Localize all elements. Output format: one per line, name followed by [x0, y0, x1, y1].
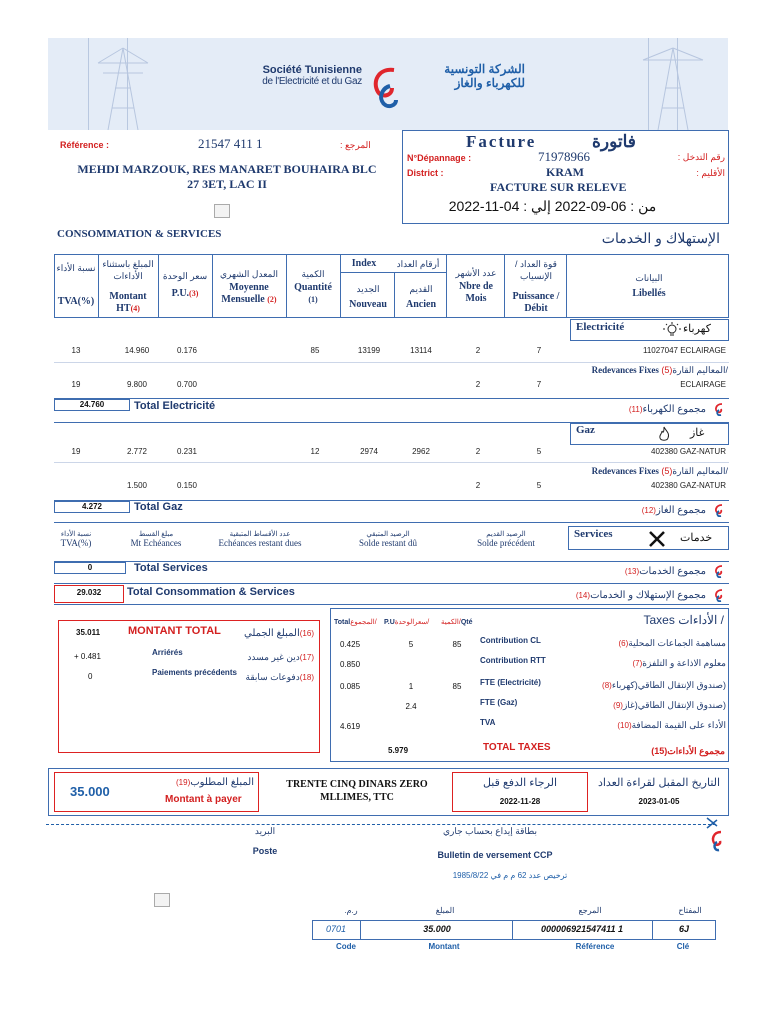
- steg-swirl-icon: [713, 503, 725, 517]
- elec-r2-puissance: 7: [536, 380, 542, 389]
- elec-r1-mois: 2: [475, 346, 481, 355]
- th-quantite: Quantité: [294, 282, 332, 293]
- th-puissance-ar: قوة العداد / الإنسياب: [515, 259, 557, 281]
- th-puissance: Puissance / Débit: [512, 291, 560, 314]
- steg-swirl-icon: [713, 588, 725, 602]
- facture-title-ar: فاتورة: [592, 132, 636, 151]
- elec-r1-qty: 85: [310, 346, 320, 355]
- th-quantite-ar: الكمية: [301, 269, 325, 279]
- customer-address: MEHDI MARZOUK, RES MANARET BOUHAIRA BLC 27 3ET, LAC II: [77, 162, 377, 191]
- tax-qte: 85: [452, 640, 462, 649]
- total-gaz-label: Total Gaz: [134, 501, 183, 513]
- tax-label: TVA: [480, 718, 496, 727]
- gaz-label-ar: غاز: [690, 427, 705, 439]
- facture-title-fr: Facture: [466, 132, 537, 151]
- tax-total: 0.085: [340, 682, 361, 691]
- tax-pu: 1: [408, 682, 414, 691]
- license-text: ترخيص عدد 62 م م في 1985/8/22: [452, 871, 568, 880]
- montant-total-label: MONTANT TOTAL: [128, 625, 221, 637]
- elec-r2-pu: 0.700: [176, 380, 198, 389]
- amount-words: TRENTE CINQ DINARS ZERO MLLIMES, TTC: [286, 779, 428, 803]
- taxes-h-qte: الكمية/Qté: [441, 619, 473, 626]
- depannage-label-ar: رقم التدخل :: [677, 152, 725, 162]
- gaz-r2-mois: 2: [475, 481, 481, 490]
- company-name-ar: الشركة التونسية للكهرباء والغاز: [444, 62, 525, 90]
- broken-image-icon: [214, 204, 230, 218]
- tax-total: 0.425: [340, 640, 361, 649]
- tax-pu: 2.4: [405, 702, 417, 711]
- depannage-label: N°Dépannage :: [407, 153, 472, 163]
- tax-label-ar: (صندوق الإنتقال الطاقي(كهرباء(8): [602, 680, 726, 690]
- svc-h-solde: الرصيد المتبقي Solde restant dû: [359, 531, 417, 548]
- tax-label: Contribution CL: [480, 636, 541, 645]
- paiements-value: 0: [88, 672, 93, 681]
- total-taxes-value: 5.979: [388, 746, 409, 755]
- paiements-ar: (18)دفوعات سابقة: [245, 672, 314, 682]
- reference-value: 21547 411 1: [198, 136, 263, 151]
- taxes-h-pu: P.Uسعرالوحدة/: [384, 619, 430, 626]
- gaz-r1-qty: 12: [310, 447, 320, 456]
- tax-label: Contribution RTT: [480, 656, 546, 665]
- elec-r1-ancien: 13114: [410, 346, 432, 355]
- tax-qte: 85: [452, 682, 462, 691]
- arrieres-label: Arriérés: [152, 648, 183, 657]
- gaz-r1-puissance: 5: [536, 447, 542, 456]
- gaz-redevances-label: Redevances Fixes (5)المعاليم القارة/: [591, 466, 728, 476]
- montant-total-box: [58, 620, 320, 753]
- reference-label-ar: المرجع :: [340, 140, 371, 150]
- elec-r2-tva: 19: [71, 380, 81, 389]
- th-mois: Nbre de Mois: [459, 281, 493, 304]
- th-pu: P.U.(3): [171, 288, 199, 299]
- elec-redevances-label: Redevances Fixes (5)المعاليم القارة/: [591, 365, 728, 375]
- th-index-ar: أرقام العداد: [396, 259, 440, 269]
- consumption-title: CONSOMMATION & SERVICES: [57, 228, 222, 240]
- broken-image-icon: [154, 893, 170, 907]
- th-tva: TVA(%): [57, 296, 95, 307]
- th-ancien-ar: القديم: [409, 284, 433, 294]
- tax-label: FTE (Gaz): [480, 698, 518, 707]
- steg-swirl-icon: [713, 564, 725, 578]
- gaz-r1-pu: 0.231: [176, 447, 198, 456]
- grand-total-label: Total Consommation & Services: [127, 586, 295, 598]
- grand-total-value: 29.032: [76, 588, 102, 597]
- total-gaz-value: 4.272: [81, 502, 103, 511]
- th-nouveau-ar: الجديد: [356, 284, 380, 294]
- gaz-r1-libelle: 402380 GAZ-NATUR: [651, 447, 726, 456]
- ccp-h-montant-ar: المبلغ: [435, 906, 455, 915]
- ccp-h-code-ar: ر.م.: [344, 906, 358, 915]
- next-reading-ar: التاريخ المقبل لقراءة العداد: [597, 777, 721, 789]
- due-date-value: 2022-11-28: [499, 797, 541, 806]
- tax-total: 0.850: [340, 660, 361, 669]
- ccp-reference: 000006921547411 1: [541, 924, 623, 934]
- montant-payer-label: Montant à payer: [165, 794, 242, 805]
- svc-h-precedent: الرصيد القديم Solde précédent: [477, 531, 535, 548]
- elec-r2-mois: 2: [475, 380, 481, 389]
- pylon-graphic: [68, 38, 178, 130]
- svc-h-mt: مبلغ القسط Mt Echéances: [130, 531, 182, 548]
- elec-r1-nouveau: 13199: [357, 346, 381, 355]
- gaz-r1-mois: 2: [475, 447, 481, 456]
- period: من : 06-09-2022 إلي : 04-11-2022: [448, 198, 657, 214]
- ccp-montant: 35.000: [423, 924, 451, 934]
- ccp-h-ref-ar: المرجع: [578, 906, 602, 915]
- th-moyenne-ar: المعدل الشهري: [220, 269, 278, 279]
- tax-label-ar: مساهمة الجماعات المحلية(6): [618, 638, 726, 648]
- steg-swirl-icon: [713, 402, 725, 416]
- gaz-r2-montant: 1.500: [126, 481, 148, 490]
- gaz-r1-nouveau: 2974: [360, 447, 378, 456]
- taxes-title: Taxes الأداءات /: [643, 613, 724, 627]
- th-montant: Montant HT(4): [109, 291, 147, 314]
- th-mois-ar: عدد الأشهر: [455, 268, 497, 278]
- tax-label-ar: الأداء على القيمة المضافة(10): [617, 720, 726, 730]
- district-value: KRAM: [546, 165, 584, 179]
- district-label-ar: الأقليم :: [696, 168, 725, 178]
- total-services-label-ar: مجموع الخدمات(13): [624, 566, 706, 577]
- district-label: District :: [407, 168, 444, 178]
- pylon-graphic-right: [618, 38, 728, 130]
- tax-label-ar: (صندوق الإنتقال الطاقي(غاز(9): [613, 700, 726, 710]
- total-elec-value: 24.760: [79, 400, 105, 409]
- lightbulb-icon: [663, 322, 681, 338]
- cut-line: [46, 824, 716, 825]
- montant-total-value: 35.011: [76, 628, 101, 637]
- bulletin-ar: بطاقة إيداع بحساب جاري: [442, 826, 538, 836]
- ccp-code: 0701: [325, 924, 347, 934]
- flame-icon: [656, 426, 672, 442]
- services-label: Services: [574, 528, 613, 540]
- th-tva-ar: نسبة الأداء: [56, 263, 96, 273]
- ccp-f-montant: Montant: [428, 942, 460, 951]
- tax-label-ar: معلوم الاذاعة و التلفزة(7): [632, 658, 726, 668]
- facture-type: FACTURE SUR RELEVE: [490, 180, 627, 194]
- electricite-label-ar: كهرباء: [683, 323, 711, 335]
- arrieres-value: + 0.481: [74, 652, 101, 661]
- gaz-r1-tva: 19: [71, 447, 81, 456]
- gaz-label: Gaz: [576, 424, 595, 436]
- scissors-steg-icon: [703, 814, 727, 854]
- arrieres-ar: (17)دين غير مسدد: [247, 652, 314, 662]
- steg-logo-icon: [368, 62, 402, 112]
- th-quantite-num: (1): [308, 295, 318, 304]
- elec-r1-montant: 14.960: [124, 346, 150, 355]
- elec-r1-libelle: 11027047 ECLAIRAGE: [642, 346, 726, 355]
- tax-total: 4.619: [340, 722, 361, 731]
- total-elec-label-ar: مجموع الكهرباء(11): [628, 404, 706, 415]
- tax-label: FTE (Electricité): [480, 678, 541, 687]
- th-ancien: Ancien: [406, 299, 436, 310]
- ccp-cle: 6J: [678, 924, 689, 934]
- paiements-label: Paiements précédents: [152, 668, 237, 677]
- elec-r2-libelle: ECLAIRAGE: [680, 380, 726, 389]
- consumption-title-ar: الإستهلاك و الخدمات: [601, 230, 720, 246]
- ccp-f-cle: Clé: [676, 942, 690, 951]
- th-libelles: Libellés: [632, 288, 666, 299]
- company-name-fr: Société Tunisienne de l'Electricité et du Gaz: [262, 64, 362, 87]
- montant-total-ar: (16)المبلغ الجملي: [244, 628, 314, 639]
- elec-r2-montant: 9.800: [126, 380, 148, 389]
- th-libelles-ar: البيانات: [635, 273, 663, 283]
- montant-payer-ar: المبلغ المطلوب(19): [176, 777, 254, 788]
- total-services-value: 0: [87, 563, 93, 572]
- th-index: Index: [351, 258, 377, 269]
- elec-r1-puissance: 7: [536, 346, 542, 355]
- gaz-r2-puissance: 5: [536, 481, 542, 490]
- total-taxes-ar: مجموع الأداءات(15): [651, 746, 725, 756]
- poste-ar: البريد: [254, 826, 276, 836]
- depannage-value: 71978966: [538, 149, 590, 164]
- electricite-label: Electricité: [576, 321, 625, 333]
- montant-payer-value: 35.000: [70, 784, 110, 799]
- total-services-label: Total Services: [134, 562, 208, 574]
- th-moyenne: Moyenne Mensuelle (2): [221, 282, 277, 305]
- due-date-ar: الرجاء الدفع قبل: [482, 777, 558, 789]
- ccp-f-code: Code: [336, 942, 356, 951]
- gaz-r1-ancien: 2962: [412, 447, 430, 456]
- total-elec-label: Total Electricité: [134, 400, 216, 412]
- ccp-f-reference: Référence: [575, 942, 615, 951]
- th-nouveau: Nouveau: [349, 299, 387, 310]
- gaz-r2-pu: 0.150: [176, 481, 198, 490]
- total-taxes-label: TOTAL TAXES: [483, 742, 551, 753]
- services-label-ar: خدمات: [680, 532, 713, 544]
- svc-h-echeances: عدد الأقساط المتبقية Echéances restant dues: [218, 531, 302, 548]
- poste-label: Poste: [252, 846, 278, 856]
- th-montant-ar: المبلغ باستثناء الأداءات: [102, 259, 154, 281]
- ccp-h-cle-ar: المفتاح: [678, 906, 702, 915]
- svc-h-tva: نسبة الأداء TVA(%): [60, 531, 92, 548]
- next-reading-value: 2023-01-05: [638, 797, 680, 806]
- gaz-r2-libelle: 402380 GAZ-NATUR: [651, 481, 726, 490]
- th-pu-ar: سعر الوحدة: [162, 271, 208, 281]
- elec-r1-tva: 13: [71, 346, 81, 355]
- reference-label: Référence :: [60, 140, 110, 150]
- tax-pu: 5: [408, 640, 414, 649]
- taxes-h-total: Totalالمجموع/: [334, 619, 377, 626]
- total-gaz-label-ar: مجموع الغاز(12): [641, 505, 706, 516]
- grand-total-label-ar: مجموع الإستهلاك و الخدمات(14): [575, 590, 706, 601]
- bulletin-label: Bulletin de versement CCP: [437, 850, 553, 860]
- tools-icon: [648, 530, 666, 548]
- elec-r1-pu: 0.176: [176, 346, 198, 355]
- gaz-r1-montant: 2.772: [126, 447, 148, 456]
